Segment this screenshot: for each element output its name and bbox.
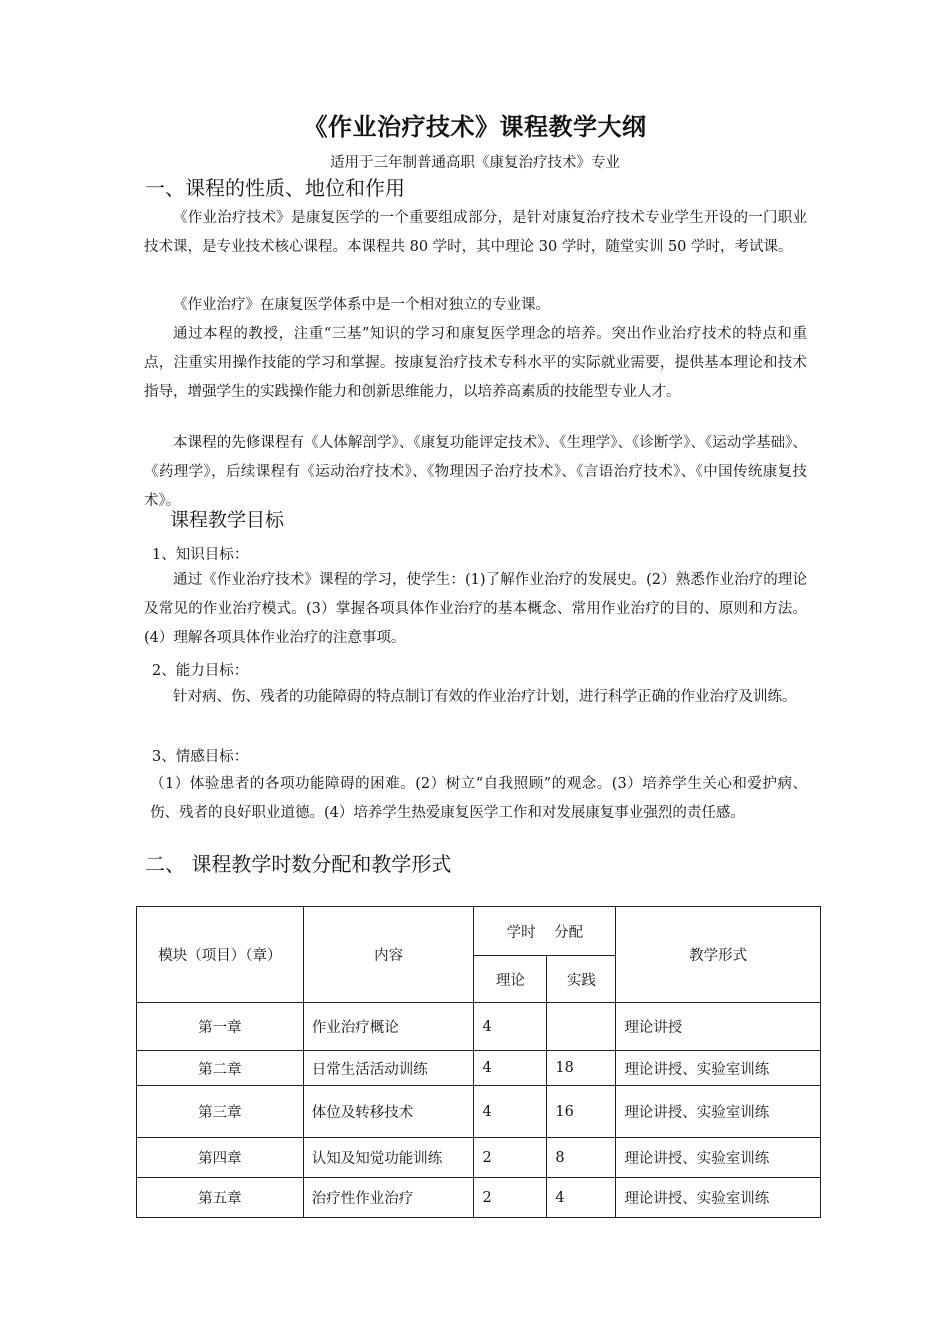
row-content: 体位及转移技术 xyxy=(303,1086,474,1138)
row-theory: 4 xyxy=(474,1086,547,1138)
section1-paragraph-4: 本课程的先修课程有《人体解剖学》、《康复功能评定技术》、《生理学》、《诊断学》、《运动学基础》、《药理学》，后续课程有《运动治疗技术》、《物理因子治疗技术》、《言语治疗技术》、《中国传统康复技术》。 xyxy=(144,435,807,509)
row-form: 理论讲授、实验室训练 xyxy=(616,1086,821,1138)
row-module: 第二章 xyxy=(137,1051,304,1086)
section2-heading: 二、 课程教学时数分配和教学形式 xyxy=(145,852,452,876)
goals-heading: 课程教学目标 xyxy=(170,509,285,531)
header-form: 教学形式 xyxy=(616,907,821,1003)
header-hours: 学时 分配 xyxy=(474,907,616,956)
row-theory: 2 xyxy=(474,1178,547,1218)
header-content: 内容 xyxy=(303,907,474,1003)
row-theory: 2 xyxy=(474,1138,547,1178)
table-row xyxy=(137,1051,821,1086)
row-module: 第三章 xyxy=(137,1086,304,1138)
row-content: 治疗性作业治疗 xyxy=(303,1178,474,1218)
knowledge-goal-label: 1、知识目标： xyxy=(152,547,249,563)
table-row xyxy=(137,1178,821,1218)
section1-heading: 一、课程的性质、地位和作用 xyxy=(145,176,405,200)
row-theory: 4 xyxy=(474,1003,547,1051)
section1-paragraph-1: 《作业治疗技术》是康复医学的一个重要组成部分，是针对康复治疗技术专业学生开设的一门职业技术课，是专业技术核心课程。本课程共 80 学时，其中理论 30 学时，随堂实训 50 学时，考试课。 xyxy=(144,210,807,255)
table-row xyxy=(137,1138,821,1178)
header-module: 模块（项目）（章） xyxy=(137,907,304,1003)
row-module: 第四章 xyxy=(137,1138,304,1178)
table-row xyxy=(137,1003,821,1051)
row-form: 理论讲授、实验室训练 xyxy=(616,1138,821,1178)
row-practice: 18 xyxy=(547,1051,616,1086)
row-content: 作业治疗概论 xyxy=(303,1003,474,1051)
ability-goal-text: 针对病、伤、残者的功能障碍的特点制订有效的作业治疗计划，进行科学正确的作业治疗及训练。 xyxy=(173,689,797,705)
section1-paragraph-3: 通过本程的教授，注重“三基”知识的学习和康复医学理念的培养。突出作业治疗技术的特点和重点，注重实用操作技能的学习和掌握。按康复治疗技术专科水平的实际就业需要，提供基本理论和技术指导，增强学生的实践操作能力和创新思维能力，以培养高素质的技能型专业人才。 xyxy=(144,326,807,400)
ability-goal-label: 2、能力目标： xyxy=(152,663,249,679)
knowledge-goal-text: 通过《作业治疗技术》课程的学习，使学生：(1)了解作业治疗的发展史。(2）熟悉作业治疗的理论及常见的作业治疗模式。(3）掌握各项具体作业治疗的基本概念、常用作业治疗的目的、原则和方法。(4）理解各项具体作业治疗的注意事项。 xyxy=(144,572,807,646)
row-practice: 8 xyxy=(547,1138,616,1178)
row-practice: 4 xyxy=(547,1178,616,1218)
document-title: 《作业治疗技术》课程教学大纲 xyxy=(303,113,647,141)
header-theory: 理论 xyxy=(474,956,547,1003)
row-form: 理论讲授、实验室训练 xyxy=(616,1051,821,1086)
row-content: 认知及知觉功能训练 xyxy=(303,1138,474,1178)
emotion-goal-label: 3、情感目标： xyxy=(152,749,249,765)
document-subtitle: 适用于三年制普通高职《康复治疗技术》专业 xyxy=(330,155,620,171)
row-practice: 16 xyxy=(547,1086,616,1138)
section1-paragraph-2: 《作业治疗》在康复医学体系中是一个相对独立的专业课。 xyxy=(173,297,550,313)
row-theory: 4 xyxy=(474,1051,547,1086)
row-practice xyxy=(547,1003,616,1051)
row-content: 日常生活活动训练 xyxy=(303,1051,474,1086)
header-practice: 实践 xyxy=(547,956,616,1003)
row-module: 第五章 xyxy=(137,1178,304,1218)
hours-allocation-table xyxy=(136,906,821,1218)
row-module: 第一章 xyxy=(137,1003,304,1051)
row-form: 理论讲授、实验室训练 xyxy=(616,1178,821,1218)
row-form: 理论讲授 xyxy=(616,1003,821,1051)
table-row xyxy=(137,1086,821,1138)
emotion-goal-text: （1）体验患者的各项功能障碍的困难。(2）树立“自我照顾”的观念。(3）培养学生关心和爱护病、伤、残者的良好职业道德。(4）培养学生热爱康复医学工作和对发展康复事业强烈的责任感。 xyxy=(150,776,807,821)
